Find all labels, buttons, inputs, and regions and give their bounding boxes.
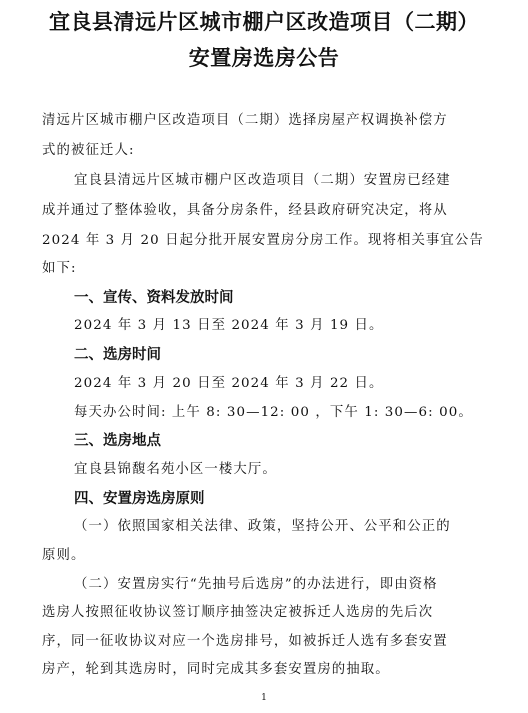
- section-1-text: 2024 年 3 月 13 日至 2024 年 3 月 19 日。: [74, 318, 384, 333]
- title-line-2: 安置房选房公告: [188, 46, 340, 70]
- page-number: 1: [261, 693, 267, 703]
- section-2-dates: 2024 年 3 月 20 日至 2024 年 3 月 22 日。: [74, 376, 384, 391]
- section-2-heading: 二、选房时间: [74, 347, 161, 363]
- principle-2-line-4: 房产，轮到其选房时，同时完成其多套安置房的抽取。: [42, 662, 390, 677]
- principle-1-line-2: 原则。: [42, 548, 86, 563]
- intro-line-4: 如下:: [42, 261, 77, 276]
- principle-2-line-2: 选房人按照征收协议签订顺序抽签决定被拆迁人选房的先后次: [42, 605, 434, 620]
- intro-line-3: 2024 年 3 月 20 日起分批开展安置房分房工作。现将相关事宜公告: [42, 233, 484, 248]
- intro-line-1: 宜良县清远片区城市棚户区改造项目（二期）安置房已经建: [74, 173, 451, 188]
- title-line-1: 宜良县清远片区城市棚户区改造项目（二期）: [49, 10, 479, 34]
- principle-2-line-1: （二）安置房实行“先抽号后选房”的办法进行，即由资格: [74, 577, 438, 592]
- principle-1-line-1: （一）依照国家相关法律、政策，坚持公开、公平和公正的: [74, 519, 451, 534]
- section-1-heading: 一、宣传、资料发放时间: [74, 290, 234, 306]
- section-3-location: 宜良县锦馥名苑小区一楼大厅。: [74, 462, 277, 477]
- intro-line-2: 成并通过了整体验收，具备分房条件，经县政府研究决定，将从: [42, 203, 448, 218]
- section-4-heading: 四、安置房选房原则: [74, 491, 205, 507]
- principle-2-line-3: 序，同一征收协议对应一个选房排号，如被拆迁人选有多套安置: [42, 634, 448, 649]
- section-3-heading: 三、选房地点: [74, 433, 161, 449]
- addressee-line-2: 式的被征迁人:: [42, 143, 135, 158]
- section-2-office-hours: 每天办公时间: 上午 8: 30—12: 00 ，下午 1: 30—6: 00。: [74, 405, 473, 420]
- addressee-line-1: 清远片区城市棚户区改造项目（二期）选择房屋产权调换补偿方: [42, 113, 448, 128]
